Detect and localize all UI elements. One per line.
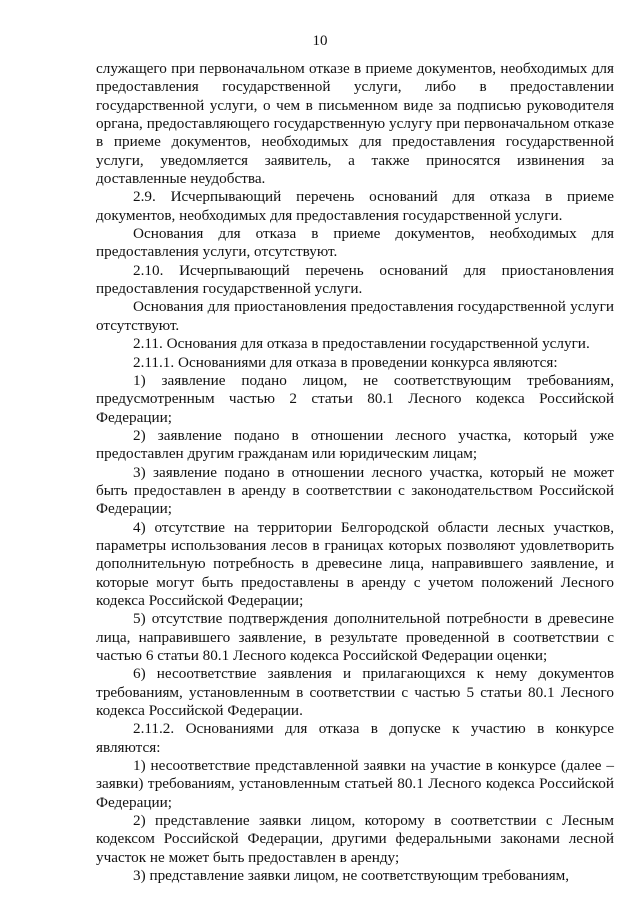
paragraph-section-2-11-2: 2.11.2. Основаниями для отказа в допуске к участию в конкурсе являются: <box>96 720 614 756</box>
paragraph-section-2-11: 2.11. Основания для отказа в предоставлении государственной услуги. <box>133 335 590 353</box>
paragraph-no-suspension-grounds: Основания для приостановления предоставления государственной услуги отсутствуют. <box>96 298 614 334</box>
list-item-2-11-1-6: 6) несоответствие заявления и прилагающихся к нему документов требованиям, установленным в соответствии с частью 5 статьи 80.1 Лесного кодекса Российской Федерации. <box>96 665 614 720</box>
list-item-2-11-1-4: 4) отсутствие на территории Белгородской области лесных участков, параметры использования лесов в границах которых позволяют удовлетворить дополнительную потребность в древесине лица, направившего заявление, и которые могут быть предоставлены в аренду с учетом положений Лесного кодекса Российской Федерации; <box>96 518 614 609</box>
list-item-2-11-1-5: 5) отсутствие подтверждения дополнительной потребности в древесине лица, направившего заявление, в результате проведенной в соответствии с частью 6 статьи 80.1 Лесного кодекса Российской Федерации оценки; <box>96 610 614 664</box>
paragraph-section-2-11-1: 2.11.1. Основаниями для отказа в проведении конкурса являются: <box>133 353 558 371</box>
list-item-2-11-2-1: 1) несоответствие представленной заявки на участие в конкурсе (далее – заявки) требованиям, установленным статьей 80.1 Лесного кодекса Российской Федерации; <box>96 757 614 811</box>
list-item-2-11-1-1: 1) заявление подано лицом, не соответствующим требованиям, предусмотренным частью 2 статьи 80.1 Лесного кодекса Российской Федерации; <box>96 371 614 426</box>
list-item-2-11-2-3: 3) представление заявки лицом, не соответствующим требованиям, <box>133 867 570 885</box>
list-item-2-11-1-2: 2) заявление подано в отношении лесного участка, который уже предоставлен другим гражданам или юридическим лицам; <box>96 426 614 463</box>
page-number: 10 <box>312 33 328 49</box>
list-item-2-11-2-2: 2) представление заявки лицом, которому в соответствии с Лесным кодексом Российской Федерации, другими федеральными законами лесной участок не может быть предоставлен в аренду; <box>96 812 614 866</box>
paragraph-no-refusal-grounds: Основания для отказа в приеме документов, необходимых для предоставления услуги, отсутствуют. <box>96 225 614 261</box>
paragraph-section-2-9: 2.9. Исчерпывающий перечень оснований для отказа в приеме документов, необходимых для предоставления государственной услуги. <box>96 188 614 224</box>
document-body <box>96 60 614 885</box>
paragraph-continuation: служащего при первоначальном отказе в приеме документов, необходимых для предоставления государственной услуги, либо в предоставлении государственной услуги, о чем в письменном виде за подписью руководителя органа, предоставляющего государственную услугу при первоначальном отказе в приеме документов, необходимых для предоставления государственной услуги, уведомляется заявитель, а также приносятся извинения за доставленные неудобства. <box>96 60 614 188</box>
paragraph-section-2-10: 2.10. Исчерпывающий перечень оснований для приостановления предоставления государственной услуги. <box>96 261 614 298</box>
list-item-2-11-1-3: 3) заявление подано в отношении лесного участка, который не может быть предоставлен в аренду в соответствии с законодательством Российской Федерации; <box>96 463 614 518</box>
